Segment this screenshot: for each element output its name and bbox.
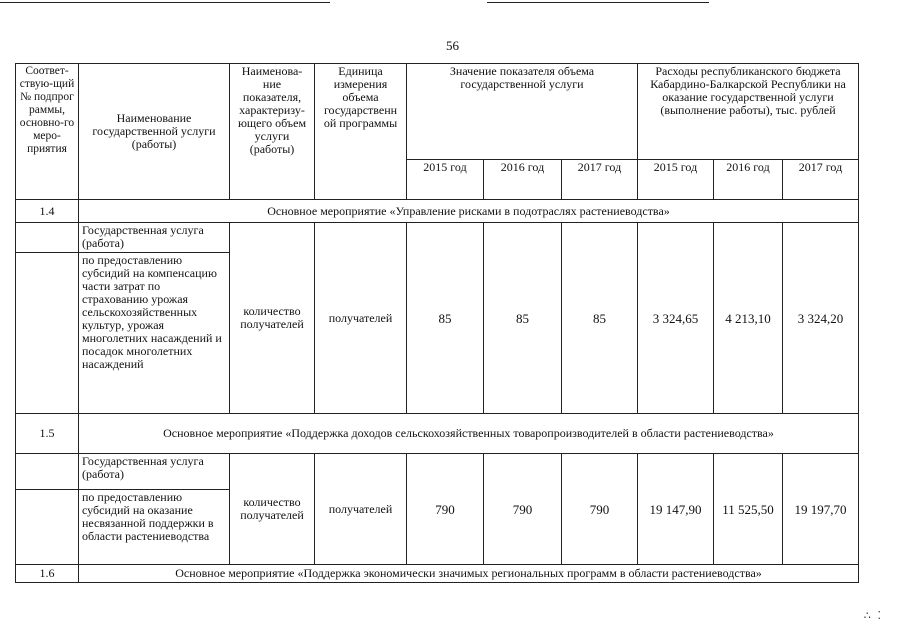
expense-2015: 19 147,90 <box>638 454 714 565</box>
header-year-value-2017: 2017 год <box>562 160 638 200</box>
section-title: Основное мероприятие «Поддержка доходов сельскохозяйственных товаропроизводителей в области растениеводства» <box>79 414 859 454</box>
section-row-1-6 <box>16 565 859 583</box>
section-id: 1.5 <box>16 414 79 454</box>
scan-marks: ∴ ⁚ <box>863 610 883 622</box>
header-row <box>16 64 859 160</box>
service-text: по предоставлению субсидий на компенсацию части затрат по страхованию урожая сельскохозяйственных культур, урожая многолетних насаждений и посадок многолетних насаждений <box>79 253 230 414</box>
header-col-id: Соответ-ствую-щий № подпрог раммы, основно-го меро-приятия <box>16 64 79 200</box>
section-row-1-5 <box>16 414 859 454</box>
top-rule-right <box>487 2 709 3</box>
value-2017: 790 <box>562 454 638 565</box>
unit-cell: получателей <box>315 454 407 565</box>
header-group-expense: Расходы республиканского бюджета Кабардино-Балкарской Республики на оказание государственной услуги (выполнение работы), тыс. рублей <box>638 64 859 160</box>
service-head: Государственная услуга (работа) <box>79 454 230 490</box>
header-year-value-2016: 2016 год <box>484 160 562 200</box>
indicator-cell: количество получателей <box>230 454 315 565</box>
section-title: Основное мероприятие «Управление рисками в подотраслях растениеводства» <box>79 200 859 223</box>
header-year-expense-2016: 2016 год <box>714 160 783 200</box>
expense-2016: 11 525,50 <box>714 454 783 565</box>
expense-2015: 3 324,65 <box>638 223 714 414</box>
value-2017: 85 <box>562 223 638 414</box>
header-col-unit: Единица измерения объема государственн ой программы <box>315 64 407 200</box>
empty-cell <box>16 253 79 414</box>
expense-2017: 3 324,20 <box>783 223 859 414</box>
top-rule-left <box>0 2 330 3</box>
header-group-value: Значение показателя объема государственной услуги <box>407 64 638 160</box>
service-text: по предоставлению субсидий на оказание несвязанной поддержки в области растениеводства <box>79 490 230 565</box>
expense-2017: 19 197,70 <box>783 454 859 565</box>
section-id: 1.6 <box>16 565 79 583</box>
indicator-cell: количество получателей <box>230 223 315 414</box>
header-year-expense-2015: 2015 год <box>638 160 714 200</box>
value-2016: 85 <box>484 223 562 414</box>
header-col-service: Наименование государственной услуги (работы) <box>79 64 230 200</box>
empty-cell <box>16 223 79 253</box>
service-head-row <box>16 223 859 253</box>
section-row-1-4 <box>16 200 859 223</box>
expense-2016: 4 213,10 <box>714 223 783 414</box>
service-head-row <box>16 454 859 490</box>
value-2016: 790 <box>484 454 562 565</box>
value-2015: 85 <box>407 223 484 414</box>
section-title: Основное мероприятие «Поддержка экономически значимых региональных программ в области растениеводства» <box>79 565 859 583</box>
empty-cell <box>16 454 79 490</box>
page-number: 56 <box>446 38 459 53</box>
section-id: 1.4 <box>16 200 79 223</box>
header-year-value-2015: 2015 год <box>407 160 484 200</box>
empty-cell <box>16 490 79 565</box>
unit-cell: получателей <box>315 223 407 414</box>
value-2015: 790 <box>407 454 484 565</box>
header-col-indicator: Наименова-ние показателя, характеризу-ющего объем услуги (работы) <box>230 64 315 200</box>
header-year-expense-2017: 2017 год <box>783 160 859 200</box>
services-table <box>15 63 859 583</box>
service-head: Государственная услуга (работа) <box>79 223 230 253</box>
